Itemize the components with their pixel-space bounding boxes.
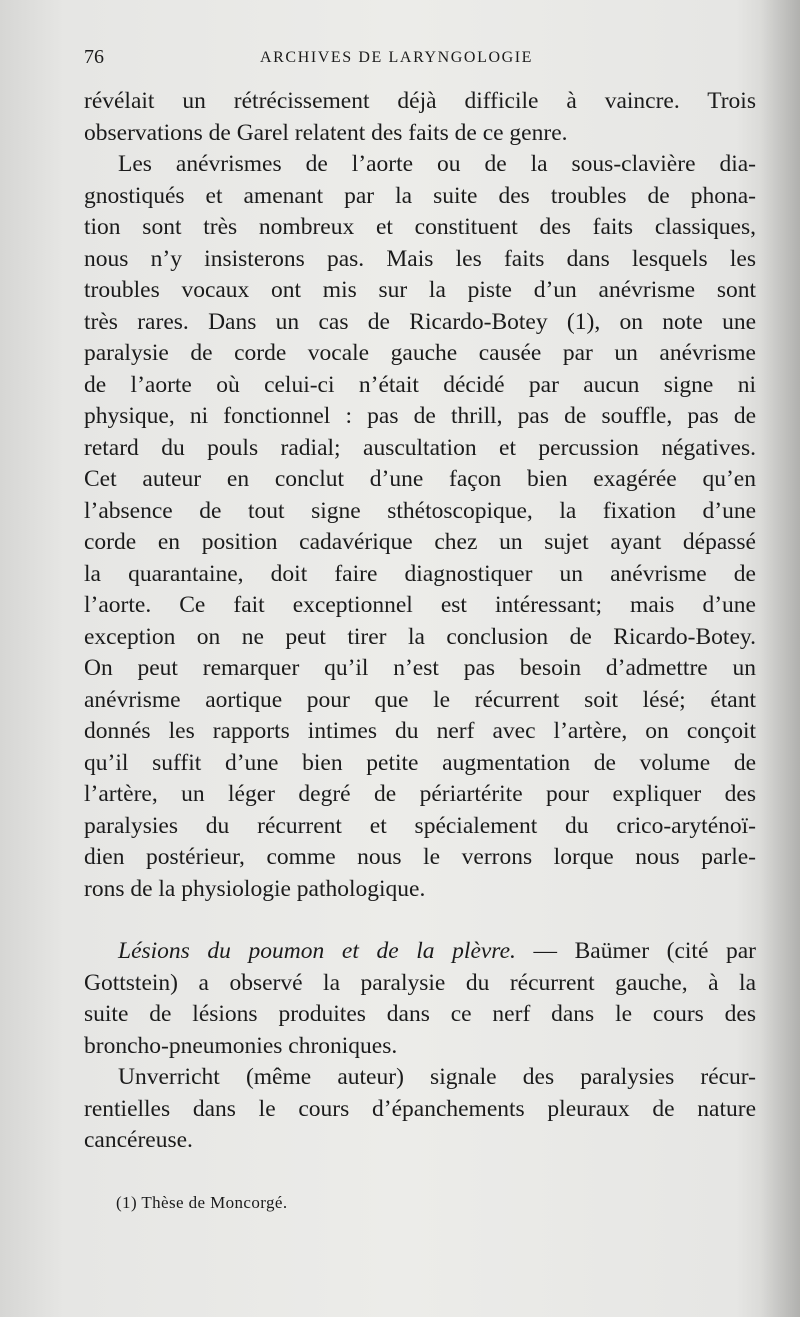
text-line: cancéreuse. xyxy=(84,1127,193,1153)
running-header xyxy=(84,46,756,76)
body-text xyxy=(84,86,756,1157)
text-line: tion sont très nombreux et constituent des faits classiques, xyxy=(84,214,756,240)
text-line: la quarantaine, doit faire diagnostiquer un anévrisme de xyxy=(84,560,756,587)
text-line: paralysies du récurrent et spécialement du crico-aryténoï- xyxy=(84,812,756,839)
page-number: 76 xyxy=(84,46,104,68)
running-title: ARCHIVES DE LARYNGOLOGIE xyxy=(260,49,534,66)
page-edge-shadow xyxy=(760,0,800,1317)
text-line: troubles vocaux ont mis sur la piste d’un anévrisme sont xyxy=(84,277,756,303)
text-line: l’artère, un léger degré de périartérite pour expliquer des xyxy=(84,781,756,807)
text-line: qu’il suffit d’une bien petite augmentation de volume de xyxy=(84,749,756,776)
text-line: rentielles dans le cours d’épanchements pleuraux de nature xyxy=(84,1095,756,1122)
text-line: rons de la physiologie pathologique. xyxy=(84,875,426,902)
paragraph xyxy=(84,149,756,905)
text-run: — Baümer (cité par xyxy=(515,938,756,964)
text-line: Gottstein) a observé la paralysie du récurrent gauche, à la xyxy=(84,969,756,996)
footnote: (1) Thèse de Moncorgé. xyxy=(116,1193,288,1212)
text-line: dien postérieur, comme nous le verrons lorque nous parle- xyxy=(84,844,756,870)
paragraph xyxy=(84,1062,756,1157)
text-line: exception on ne peut tirer la conclusion de Ricardo-Botey. xyxy=(84,623,756,650)
text-line: donnés les rapports intimes du nerf avec l’artère, on conçoit xyxy=(84,718,756,744)
text-line xyxy=(84,936,756,968)
text-line: On peut remarquer qu’il n’est pas besoin d’admettre un xyxy=(84,655,756,681)
text-line: physique, ni fonctionnel : pas de thrill, pas de souffle, pas de xyxy=(84,403,756,429)
text-line: broncho-pneumonies chroniques. xyxy=(84,1032,398,1059)
text-line: Unverricht (même auteur) signale des paralysies récur- xyxy=(118,1064,756,1090)
text-line: l’aorte. Ce fait exceptionnel est intéressant; mais d’une xyxy=(84,592,756,618)
text-line: gnostiqués et amenant par la suite des troubles de phona- xyxy=(84,182,756,209)
text-line: corde en position cadavérique chez un sujet ayant dépassé xyxy=(84,529,756,555)
text-line: révélait un rétrécissement déjà difficile à vaincre. Trois xyxy=(84,88,756,114)
section-heading: Lésions du poumon et de la plèvre. xyxy=(118,938,516,964)
text-line: de l’aorte où celui-ci n’était décidé par aucun signe ni xyxy=(84,371,756,398)
text-line: Cet auteur en conclut d’une façon bien exagérée qu’en xyxy=(84,466,756,492)
text-line: observations de Garel relatent des faits de ce genre. xyxy=(84,119,568,146)
text-line: suite de lésions produites dans ce nerf dans le cours des xyxy=(84,1001,756,1027)
text-line: anévrisme aortique pour que le récurrent soit lésé; étant xyxy=(84,686,756,713)
text-line: très rares. Dans un cas de Ricardo-Botey (1), on note une xyxy=(84,308,756,335)
paragraph xyxy=(84,936,756,1062)
text-line: nous n’y insisterons pas. Mais les faits dans lesquels les xyxy=(84,245,756,272)
paragraph xyxy=(84,86,756,149)
text-line: l’absence de tout signe sthétoscopique, la fixation d’une xyxy=(84,497,756,524)
section-gap xyxy=(84,905,756,936)
text-line: retard du pouls radial; auscultation et percussion négatives. xyxy=(84,434,756,461)
text-line: paralysie de corde vocale gauche causée par un anévrisme xyxy=(84,340,756,366)
text-line: Les anévrismes de l’aorte ou de la sous-clavière dia- xyxy=(118,151,756,177)
